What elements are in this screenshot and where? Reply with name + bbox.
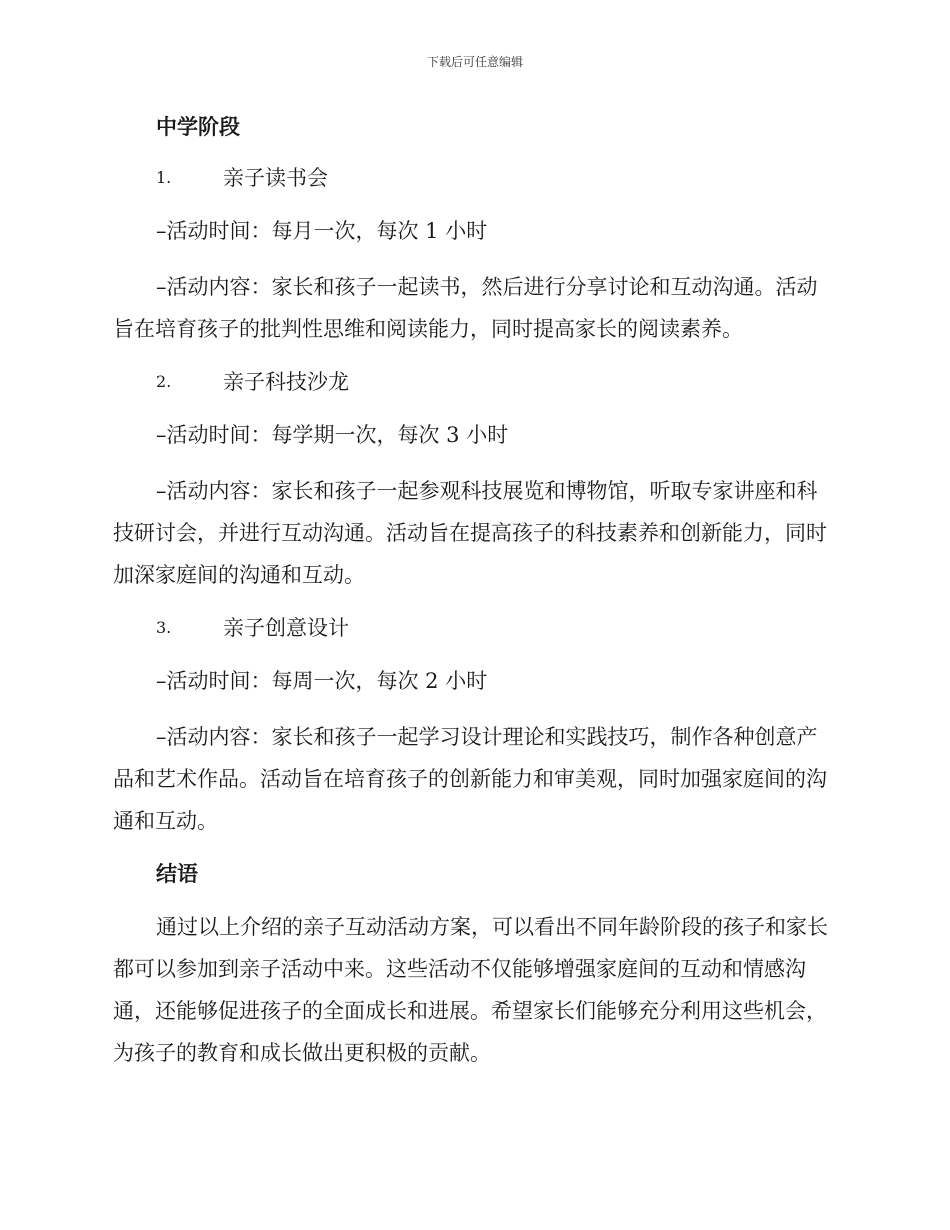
activity-1-content: –活动内容：家长和孩子一起读书，然后进行分享讨论和互动沟通。活动旨在培育孩子的批判性思维和阅读能力，同时提高家长的阅读素养。 xyxy=(113,275,818,341)
activity-2-time: –活动时间：每学期一次，每次 3 小时 xyxy=(156,423,509,447)
section-heading-conclusion: 结语 xyxy=(156,861,198,886)
list-number: 1. xyxy=(156,168,172,187)
activity-3-time: –活动时间：每周一次，每次 2 小时 xyxy=(156,669,488,693)
list-number: 2. xyxy=(156,372,172,391)
activity-3-title xyxy=(156,609,833,647)
list-item-title: 亲子读书会 xyxy=(223,166,328,190)
conclusion-text: 通过以上介绍的亲子互动活动方案，可以看出不同年龄阶段的孩子和家长都可以参加到亲子活动中来。这些活动不仅能够增强家庭间的互动和情感沟通，还能够促进孩子的全面成长和进展。希望家长们能够充分利用这些机会，为孩子的教育和成长做出更积极的贡献。 xyxy=(113,915,828,1065)
list-item-title: 亲子科技沙龙 xyxy=(223,370,349,394)
activity-3-content: –活动内容：家长和孩子一起学习设计理论和实践技巧，制作各种创意产品和艺术作品。活动旨在培育孩子的创新能力和审美观，同时加强家庭间的沟通和互动。 xyxy=(113,725,827,833)
activity-1-title xyxy=(156,159,833,197)
document-body xyxy=(113,108,833,1074)
activity-2-title xyxy=(156,363,833,401)
list-item-title: 亲子创意设计 xyxy=(223,616,349,640)
page-header-note: 下载后可任意编辑 xyxy=(426,55,523,69)
section-heading-middle-school: 中学阶段 xyxy=(156,114,240,139)
activity-1-time: –活动时间：每月一次，每次 1 小时 xyxy=(156,219,488,243)
activity-2-content: –活动内容：家长和孩子一起参观科技展览和博物馆，听取专家讲座和科技研讨会，并进行互动沟通。活动旨在提高孩子的科技素养和创新能力，同时加深家庭间的沟通和互动。 xyxy=(113,479,827,587)
list-number: 3. xyxy=(156,618,172,637)
